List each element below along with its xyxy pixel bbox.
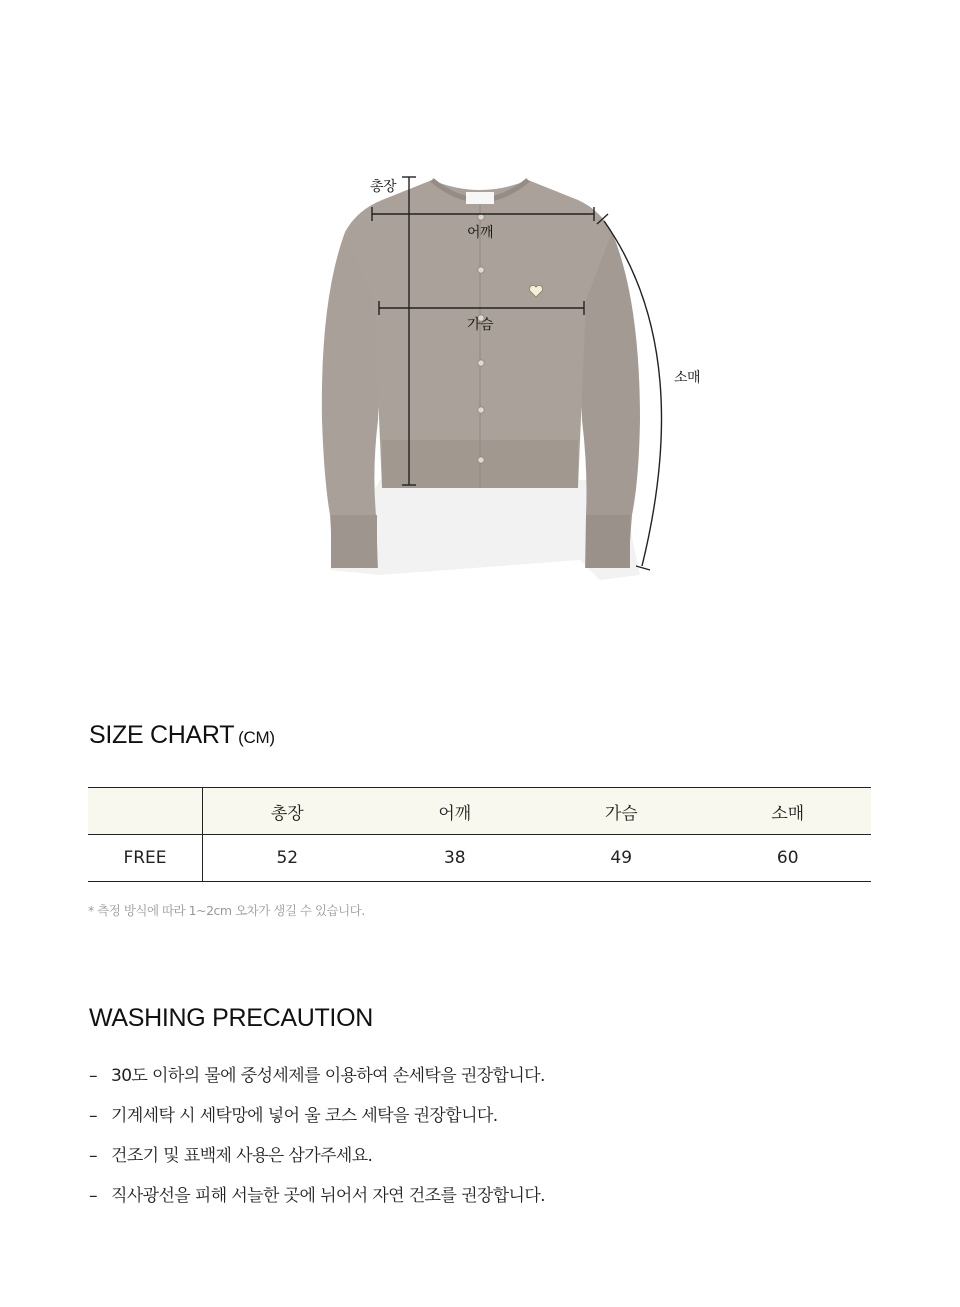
header-cell-length: 총장	[270, 803, 304, 824]
size-chart-table	[88, 787, 871, 882]
cell-length: 52	[276, 848, 299, 868]
washing-list	[89, 1064, 545, 1224]
garment-measurement-figure	[0, 0, 960, 640]
dash-marker: –	[89, 1106, 97, 1126]
list-item	[89, 1184, 545, 1224]
dash-marker: –	[89, 1146, 97, 1166]
washing-item-text: 직사광선을 피해 서늘한 곳에 뉘어서 자연 건조를 권장합니다.	[111, 1186, 545, 1206]
shoulder-label: 어깨	[467, 225, 494, 241]
sleeve-label: 소매	[674, 370, 701, 386]
list-item	[89, 1064, 545, 1104]
size-chart-title	[89, 721, 275, 750]
dash-marker: –	[89, 1066, 97, 1086]
chest-label: 가슴	[467, 317, 494, 333]
length-label: 총장	[370, 179, 397, 195]
size-chart-title-text: SIZE CHART	[89, 721, 235, 749]
cell-shoulder: 38	[443, 848, 466, 868]
list-item	[89, 1104, 545, 1144]
header-cell-sleeve: 소매	[771, 803, 805, 824]
header-cell-shoulder: 어깨	[438, 803, 472, 824]
size-chart-unit: (CM)	[238, 728, 275, 747]
cell-sleeve: 60	[776, 848, 799, 868]
header-cell-size	[88, 788, 203, 835]
list-item	[89, 1144, 545, 1184]
washing-item-text: 기계세탁 시 세탁망에 넣어 울 코스 세탁을 권장합니다.	[111, 1106, 498, 1126]
washing-item-text: 건조기 및 표백제 사용은 삼가주세요.	[111, 1146, 373, 1166]
table-row	[88, 835, 871, 882]
washing-title: WASHING PRECAUTION	[89, 1004, 373, 1032]
dash-marker: –	[89, 1186, 97, 1206]
washing-item-text: 30도 이하의 물에 중성세제를 이용하여 손세탁을 권장합니다.	[111, 1066, 545, 1086]
header-cell-chest: 가슴	[604, 803, 638, 824]
measurement-note: * 측정 방식에 따라 1~2cm 오차가 생길 수 있습니다.	[88, 903, 365, 918]
table-header-row	[88, 788, 871, 835]
cell-chest: 49	[610, 848, 633, 868]
cell-size: FREE	[88, 835, 203, 882]
